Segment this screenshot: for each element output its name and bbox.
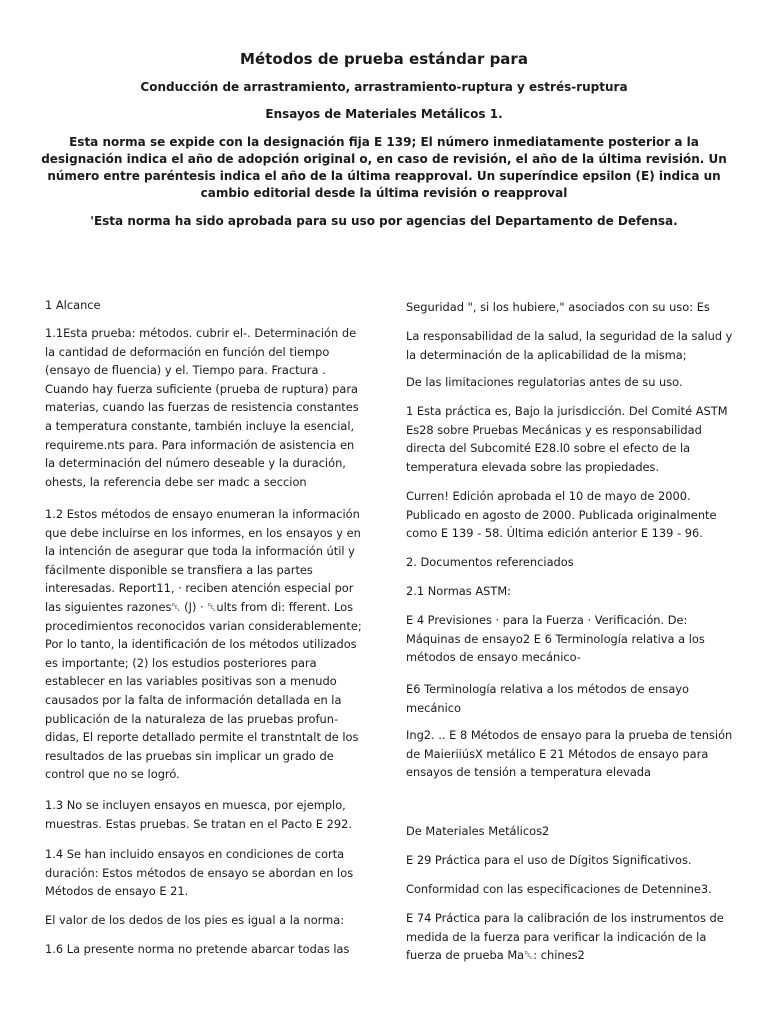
footnote-jurisdiction: 1 Esta práctica es, Bajo la jurisdicción. Del Comité ASTM Es28 sobre Pruebas Mecánicas y es responsabilidad directa del Subcomité E28.l0 sobre el efecto de la temperatura elevada sobre las propiedades. xyxy=(406,404,728,474)
astm-standards-heading: 2.1 Normas ASTM: xyxy=(406,584,511,598)
responsibility-paragraph: La responsabilidad de la salud, la seguridad de la salud y la determinación de la aplicabilidad de la misma; xyxy=(406,329,733,362)
metallic-materials-line: De Materiales Metálicos2 xyxy=(406,824,550,838)
left-column xyxy=(45,0,365,1024)
document-title: Métodos de prueba estándar para xyxy=(240,50,528,68)
section-heading-referenced-documents: 2. Documentos referenciados xyxy=(406,555,574,569)
document-subtitle-materials: Ensayos de Materiales Metálicos 1. xyxy=(265,107,503,121)
reference-e6: E6 Terminología relativa a los métodos de ensayo mecánico xyxy=(406,682,690,715)
reference-e4: E 4 Previsiones · para la Fuerza · Verificación. De: Máquinas de ensayo2 E 6 Terminología relativa a los métodos de ensayo mecánico- xyxy=(406,613,705,665)
reference-e8: Ing2. .. E 8 Métodos de ensayo para la prueba de tensión de MaieriiúsX metálico E 21 Métodos de ensayo para ensayos de tensión a temperatura elevada xyxy=(406,728,733,780)
section-heading-scope: 1 Alcance xyxy=(45,298,101,312)
paragraph-toes-value: El valor de los dedos de los pies es igual a la norma: xyxy=(45,913,345,927)
regulatory-paragraph: De las limitaciones regulatorias antes de su uso. xyxy=(406,375,683,389)
paragraph-1-6: 1.6 La presente norma no pretende abarcar todas las xyxy=(45,942,350,956)
right-column xyxy=(406,0,736,1024)
paragraph-1-4: 1.4 Se han incluido ensayos en condiciones de corta duración: Estos métodos de ensayo se abordan en los Métodos de ensayo E 21. xyxy=(45,847,354,899)
paragraph-1-2: 1.2 Estos métodos de ensayo enumeran la información que debe incluirse en los informes, en los ensayos y en la intención de asegurar que toda la información útil y fácilmente disponible se transfiera a las partes interesadas. Report11, · reciben atención especial por las siguientes razones␡ (J) · ␡ults from di: fferent. Los procedimientos reconocidos varian considerablemente; Por lo tanto, la identificación de los métodos utilizados es importante; (2) los estudios posteriores para establecer en las variables positivas son a menudo causados por la falta de información detallada en la publicación de la naturaleza de las pruebas profun- didas, El reporte detallado permite el transtntalt de los resultados de las pruebas sin implicar un grado de control que no se logró. xyxy=(45,507,362,782)
document-subtitle: Conducción de arrastramiento, arrastramiento-ruptura y estrés-ruptura xyxy=(140,80,628,94)
safety-continuation: Seguridad ", si los hubiere," asociados con su uso: Es xyxy=(406,300,710,314)
reference-e74: E 74 Práctica para la calibración de los instrumentos de medida de la fuerza para verificar la indicación de la fuerza de prueba Ma␡: chines2 xyxy=(406,911,724,963)
paragraph-1-1: 1.1Esta prueba: métodos. cubrir el-. Determinación de la cantidad de deformación en función del tiempo (ensayo de fluencia) y el. Tiempo para. Fractura . Cuando hay fuerza suficiente (prueba de ruptura) para materias, cuando las fuerzas de resistencia constantes a temperatura constante, también incluye la esencial, requireme.nts para. Para información de asistencia en la determinación del número deseable y la duración, ohests, la referencia debe ser madc a seccion xyxy=(45,326,359,489)
reference-e29: E 29 Práctica para el uso de Dígitos Significativos. xyxy=(406,853,692,867)
conformity-line: Conformidad con las especificaciones de Detennine3. xyxy=(406,882,712,896)
designation-note: Esta norma se expide con la designación fija E 139; El número inmediatamente posterior a la designación indica el año de adopción original o, en caso de revisión, el año de la última revisión. Un número entre paréntesis indica el año de la última reapproval. Un superíndice epsilon (E) indica un cambio editorial desde la última revisión o reapproval xyxy=(41,135,727,200)
defense-approval-note: 'Esta norma ha sido aprobada para su uso por agencias del Departamento de Defensa. xyxy=(90,214,678,228)
current-edition-note: Curren! Edición aprobada el 10 de mayo de 2000. Publicado en agosto de 2000. Publicada originalmente como E 139 - 58. Última edición anterior E 139 - 96. xyxy=(406,489,717,541)
paragraph-1-3: 1.3 No se incluyen ensayos en muesca, por ejemplo, muestras. Estas pruebas. Se tratan en el Pacto E 292. xyxy=(45,798,352,831)
